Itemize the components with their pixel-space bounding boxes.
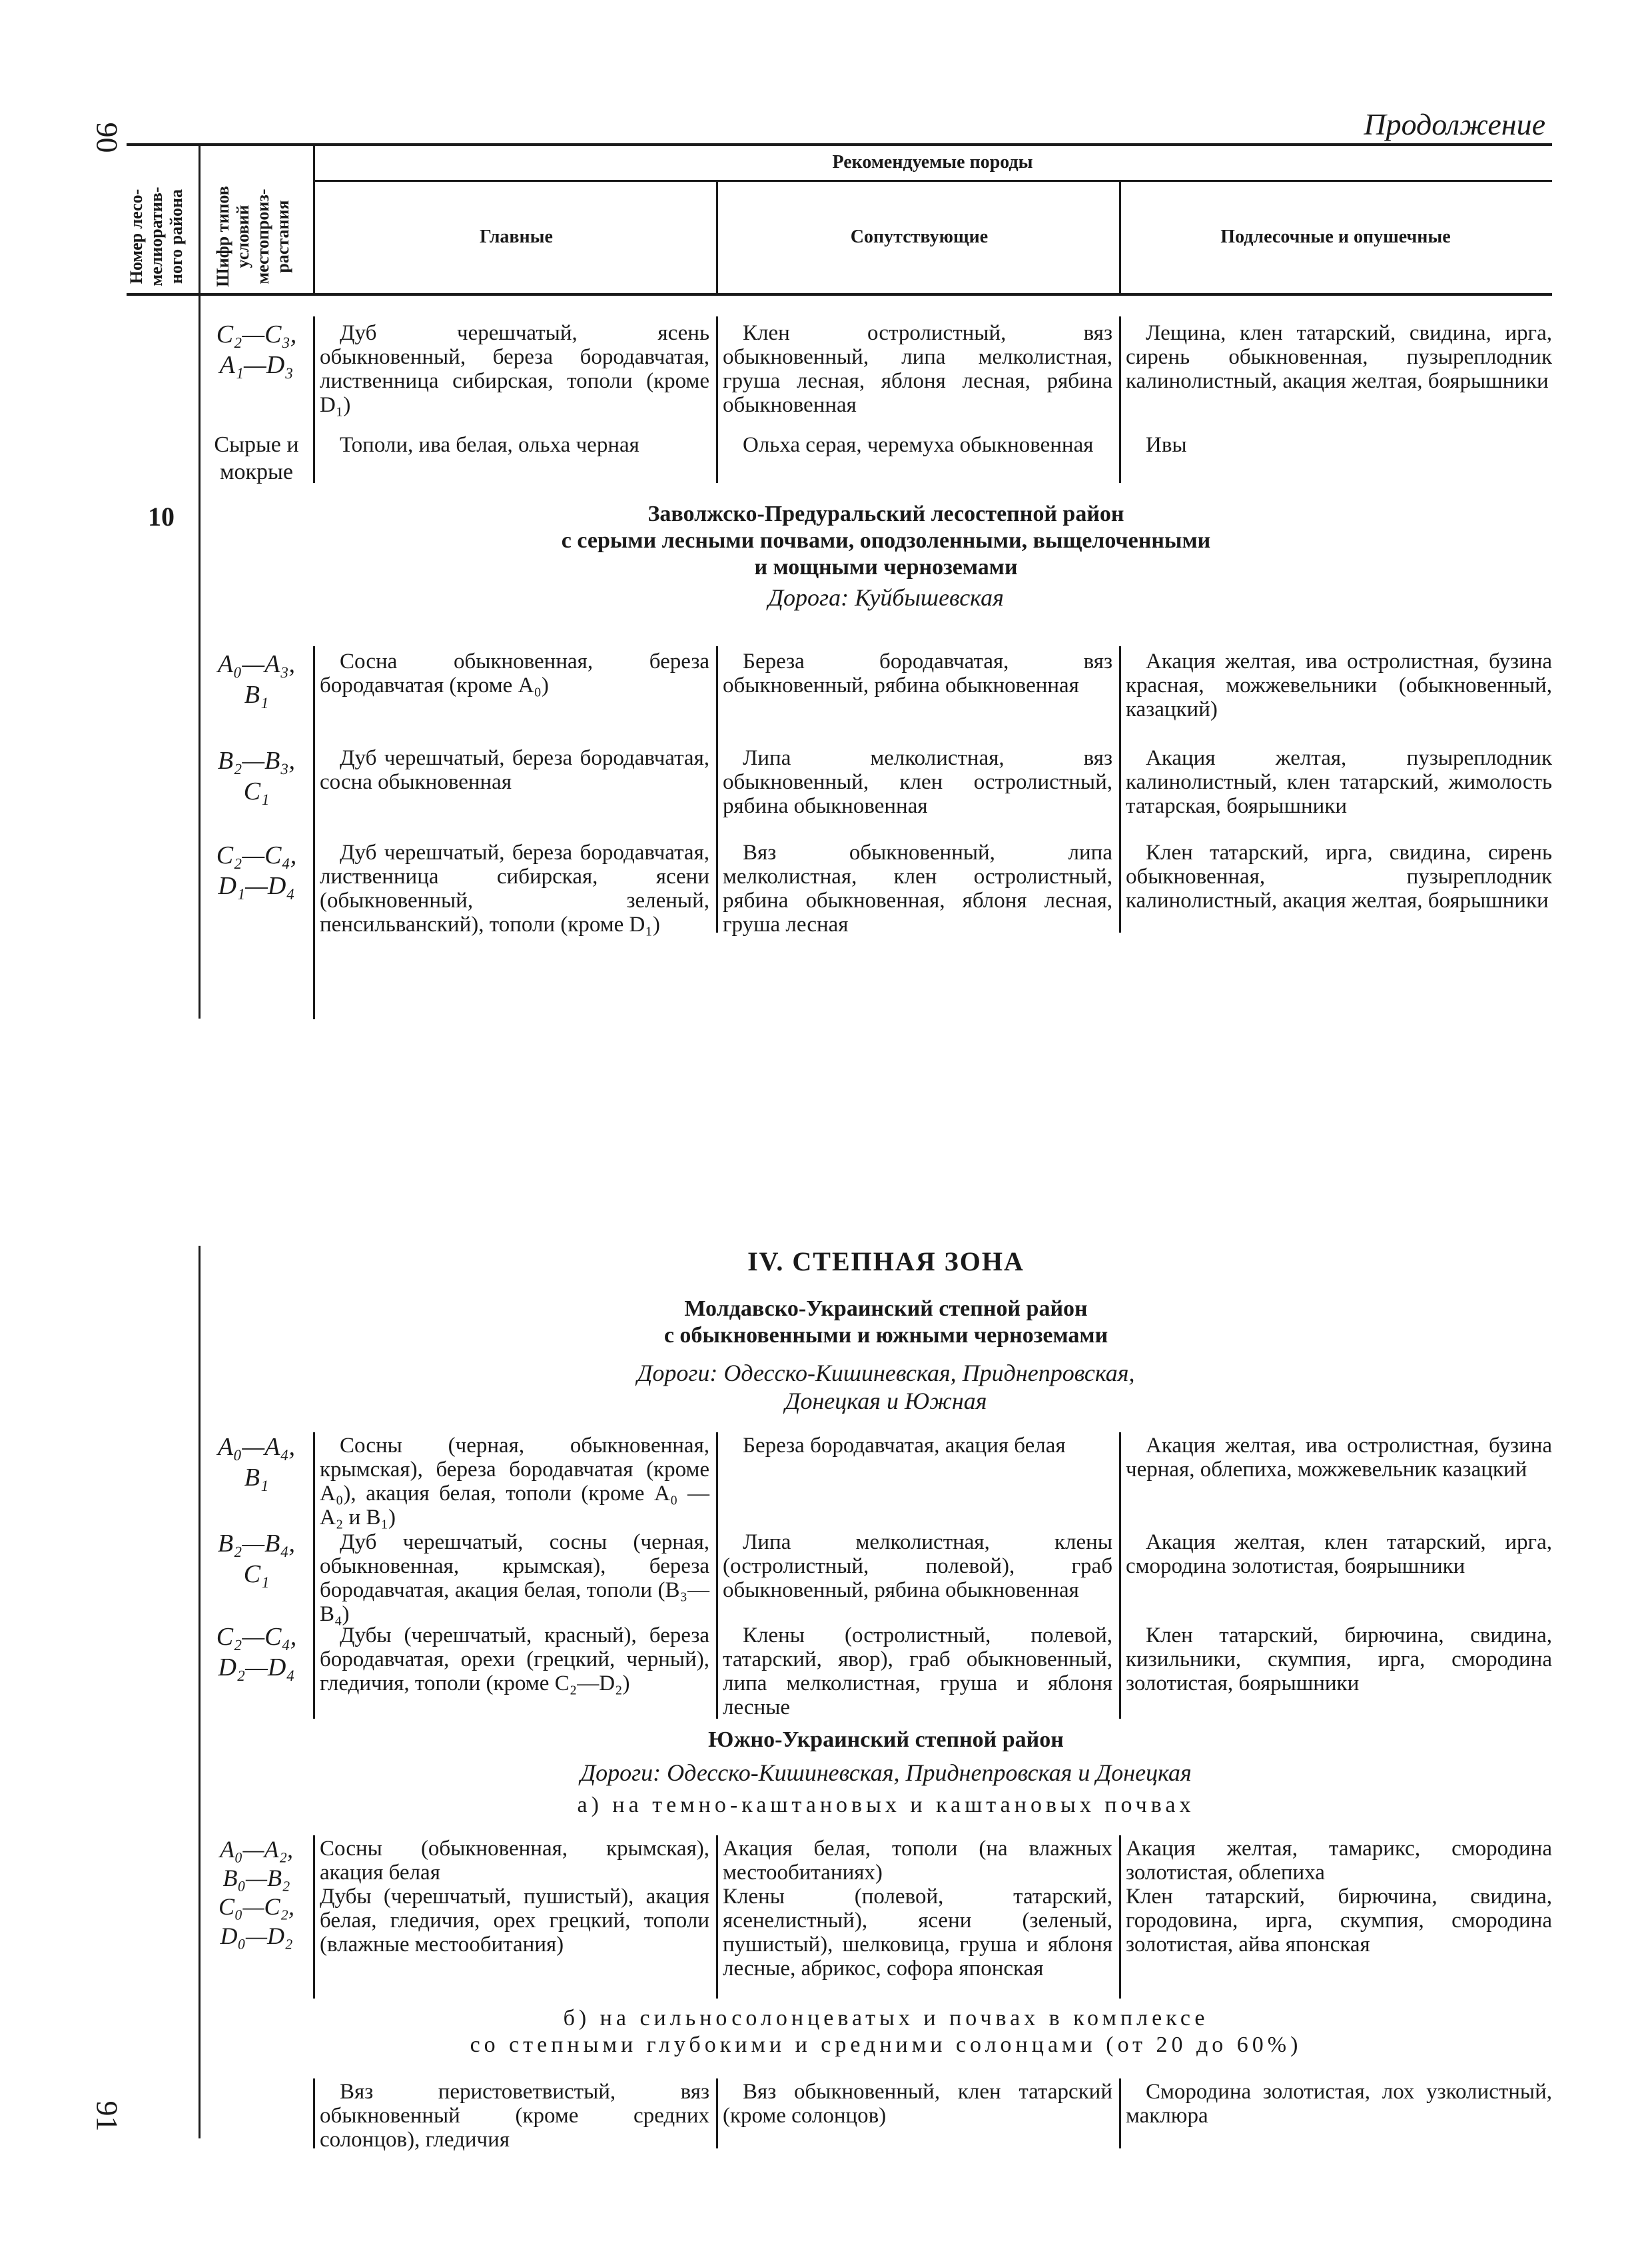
row-accompanying: Береза бородавчатая, вяз обыкновенный, рябина обыкновенная [723,650,1112,697]
header-accompanying: Сопутствующие [850,226,989,247]
row-accompanying: Вяз обыкновенный, липа мелколистная, клен остролистный, рябина обыкновенная, яблоня лесная, груша лесная [723,841,1112,937]
col-line-und-zb [1119,1835,1121,1999]
row-undergrowth: Клен татарский, ирга, свидина, сирень обыкновенная, пузыреплодник калинолистный, акация желтая, боярышники [1126,841,1552,913]
row-undergrowth: Акация желтая, ива остролистная, бузина черная, облепиха, можжевельник казацкий [1126,1434,1552,1482]
row-main: Дуб черешчатый, береза бородавчатая, сосна обыкновенная [320,746,709,794]
col-line-main-za [313,1432,315,1719]
row-code: C₂—C₄, D₂—D₄ [216,1623,297,1681]
header-divider-1 [199,146,201,293]
row-main: Дубы (черешчатый, красный), береза бородавчатая, орехи (грецкий, черный), гледичия, тополи (кроме C₂—D₂) [320,1623,709,1695]
col-line-und-top1 [1119,316,1121,483]
region-title: Молдавско-Украинский степной район с обыкновенными и южными черноземами [663,1296,1108,1348]
header-subrule [313,180,1552,182]
soil-subsection-a: а) на темно-каштановых и каштановых почвах [577,1793,1195,1817]
row-accompanying: Береза бородавчатая, акация белая [743,1434,1066,1458]
row-main: Сосна обыкновенная, береза бородавчатая (кроме A₀) [320,650,709,697]
row-undergrowth: Смородина золотистая, лох узколистный, маклюра [1126,2080,1552,2128]
col-line-acc-zc [716,2078,718,2148]
col-line-und-za [1119,1432,1121,1719]
region-road: Дороги: Одесско-Кишиневская, Приднепровская, Донецкая и Южная [637,1360,1135,1414]
row-main: Тополи, ива белая, ольха черная [340,433,639,457]
header-bottom-rule [127,293,1552,296]
row-undergrowth: Клен татарский, бирючина, свидина, кизильники, скумпия, ирга, смородина золотистая, боярышники [1126,1623,1552,1695]
row-code: C₂—C₄, D₁—D₄ [216,841,297,900]
row-undergrowth: Акация желтая, ива остролистная, бузина красная, можжевельники (обыкновенный, казацкий) [1126,650,1552,721]
col-line-acc-top2 [716,646,718,933]
row-accompanying: Липа мелколистная, вяз обыкновенный, клен остролистный, рябина обыкновенная [723,746,1112,818]
row-code: A₀—A₂, B₀—B₂ C₀—C₂, D₀—D₂ [218,1836,295,1949]
row-code: A₀—A₄, B₁ [217,1433,296,1492]
region-title: Южно-Украинский степной район [708,1727,1064,1752]
col-line-und-top2 [1119,646,1121,933]
region-number: 10 [148,502,175,532]
row-undergrowth: Ивы [1146,433,1187,457]
row-main: Сосны (обыкновенная, крымская), акация белая Дубы (черешчатый, пушистый), акация белая, гледичия, орех грецкий, тополи (влажные местообитания) [320,1837,709,1957]
header-undergrowth: Подлесочные и опушечные [1220,226,1451,247]
row-undergrowth: Акация желтая, тамарикс, смородина золотистая, облепиха Клен татарский, бирючина, свидина, городовина, ирга, скумпия, смородина золотистая, айва японская [1126,1837,1552,1957]
row-main: Дуб черешчатый, сосны (черная, обыкновенная, крымская), береза бородавчатая, акация белая, тополи (B₃—B₄) [320,1530,709,1626]
row-code: Сырые и мокрые [214,432,299,484]
row-accompanying: Липа мелколистная, клены (остролистный, полевой), граб обыкновенный, рябина обыкновенная [723,1530,1112,1602]
region-road: Дороги: Одесско-Кишиневская, Приднепровская и Донецкая [580,1759,1192,1786]
header-top-rule [127,143,1552,146]
col-line-main-zb [313,1835,315,1999]
row-undergrowth: Лещина, клен татарский, свидина, ирга, сирень обыкновенная, пузыреплодник калинолистный, акация желтая, боярышники [1126,321,1552,393]
row-accompanying: Клены (остролистный, полевой, татарский, явор), граб обыкновенный, липа мелколистная, груша и яблоня лесные [723,1623,1112,1719]
continuation-label: Продолжение [1364,107,1545,141]
header-code: Шифр типов условий местопроиз- растания [213,186,292,287]
row-main: Сосны (черная, обыкновенная, крымская), береза бородавчатая (кроме A₀), акация белая, тополи (кроме A₀ — A₂ и B₁) [320,1434,709,1530]
row-accompanying: Ольха серая, черемуха обыкновенная [743,433,1094,457]
col-line-main-zc [313,2078,315,2148]
page-number-top: 90 [90,122,125,153]
row-accompanying: Клен остролистный, вяз обыкновенный, липа мелколистная, груша лесная, яблоня лесная, рябина обыкновенная [723,321,1112,417]
soil-subsection-b: б) на сильносолонцеватых и почвах в комплексе со степными глубокими и средними солонцами (от 20 до 60%) [470,2006,1302,2057]
col-line-main-top2 [313,646,315,1019]
page-number-bottom: 91 [90,2100,125,2132]
row-code: C₂—C₃, A₁—D₃ [216,320,297,379]
col-line-acc-za [716,1432,718,1719]
header-divider-3 [716,182,718,293]
row-code: A₀—A₃, B₁ [217,650,296,709]
header-region-number: Номер лесо- мелиоратив- ного района [127,187,186,286]
row-accompanying: Акация белая, тополи (на влажных местообитаниях) Клены (полевой, татарский, ясенелистный), ясени (зеленый, пушистый), шелковица, груша и яблоня лесные, абрикос, софора японская [723,1837,1112,1981]
row-main: Вяз перистоветвистый, вяз обыкновенный (кроме средних солонцов), гледичия [320,2080,709,2152]
col-line-und-zc [1119,2078,1121,2148]
col-line-acc-top1 [716,316,718,483]
header-recommended: Рекомендуемые породы [832,152,1033,173]
row-main: Дуб черешчатый, ясень обыкновенный, береза бородавчатая, лиственница сибирская, тополи (кроме D₁) [320,321,709,417]
row-undergrowth: Акация желтая, пузыреплодник калинолистный, клен татарский, жимолость татарская, боярышники [1126,746,1552,818]
region-road: Дорога: Куйбышевская [768,584,1004,611]
row-code: B₂—B₃, C₁ [217,747,296,805]
row-accompanying: Вяз обыкновенный, клен татарский (кроме солонцов) [723,2080,1112,2128]
row-code: B₂—B₄, C₁ [217,1530,296,1588]
col-line-main-top1 [313,316,315,483]
header-divider-4 [1119,182,1121,293]
header-main: Главные [480,226,553,247]
row-undergrowth: Акация желтая, клен татарский, ирга, смородина золотистая, боярышники [1126,1530,1552,1578]
zone-title: IV. СТЕПНАЯ ЗОНА [747,1246,1025,1276]
row-main: Дуб черешчатый, береза бородавчатая, лиственница сибирская, ясени (обыкновенный, зеленый, пенсильванский), тополи (кроме D₁) [320,841,709,937]
region-title: Заволжско-Предуральский лесостепной район с серыми лесными почвами, оподзоленными, выщелоченными и мощными черноземами [561,502,1211,580]
col-line-acc-zb [716,1835,718,1999]
